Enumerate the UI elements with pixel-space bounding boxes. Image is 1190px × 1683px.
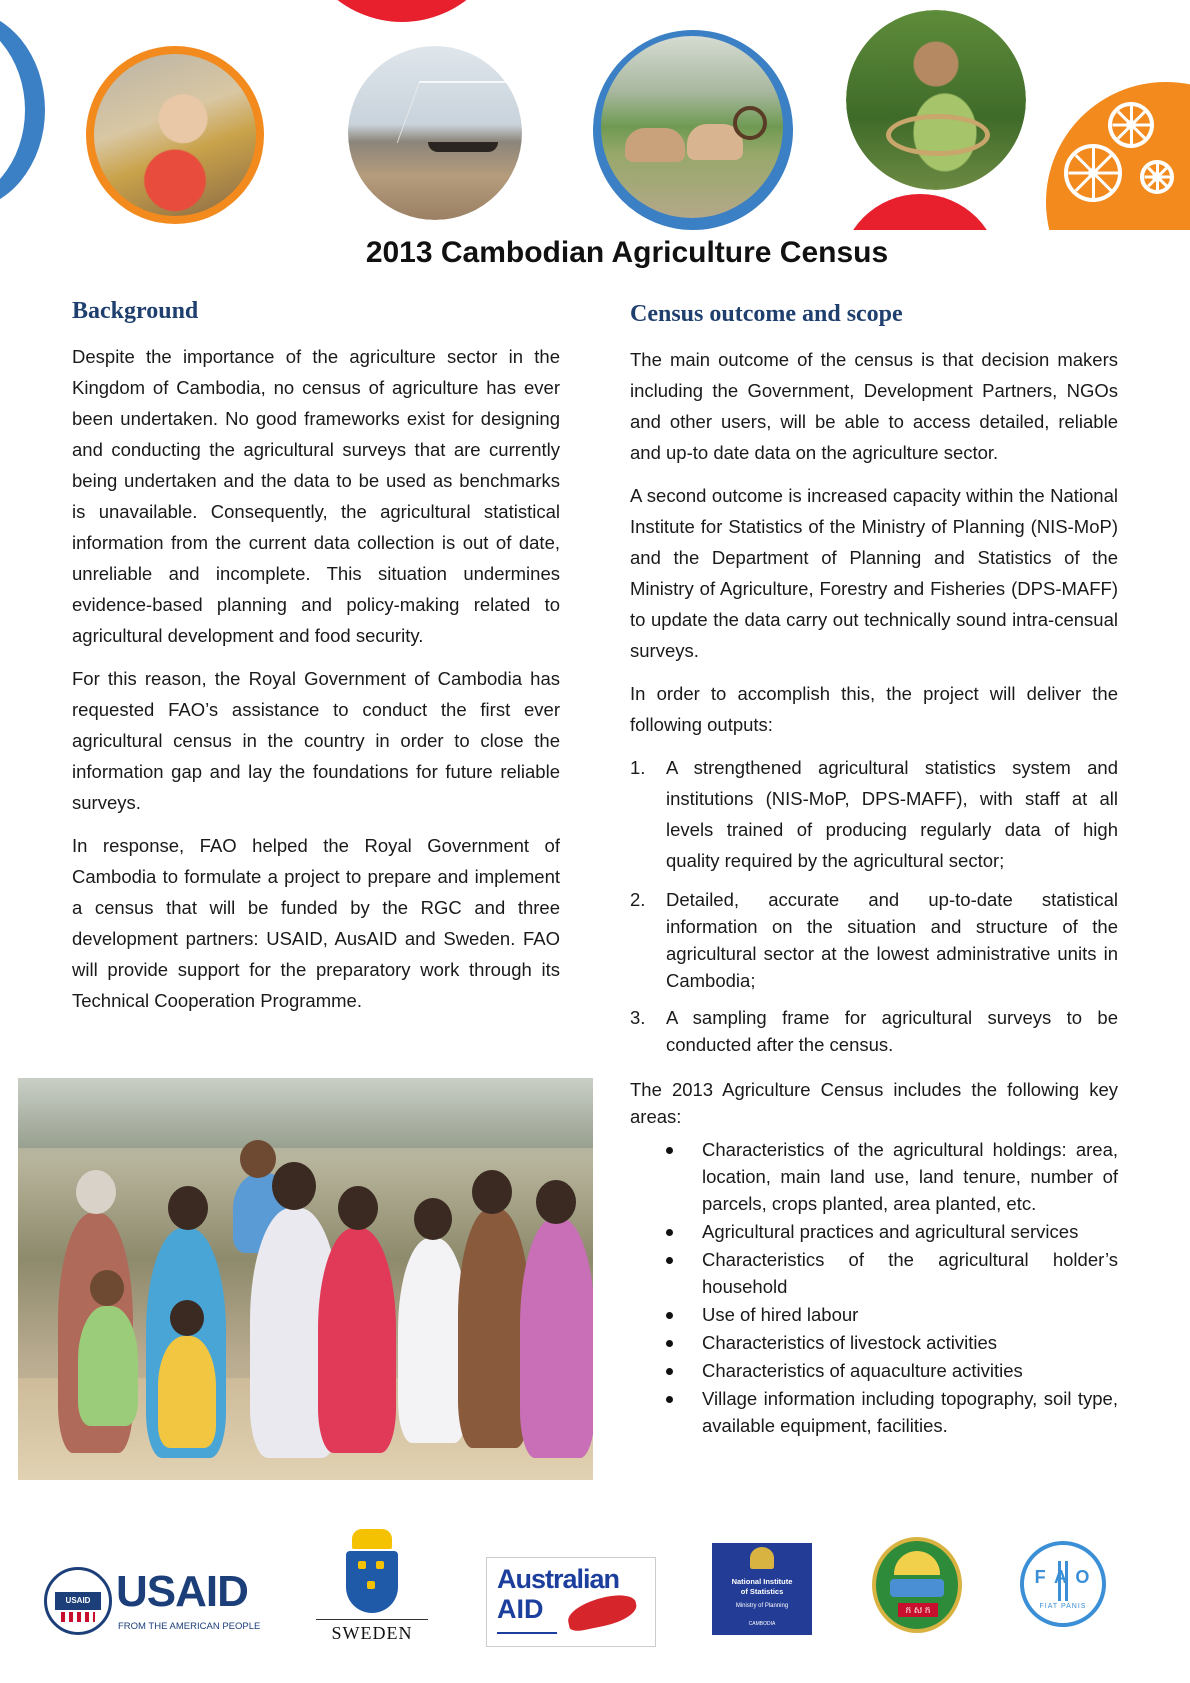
bullet-icon [666,1312,673,1319]
list-item-text: Characteristics of livestock activities [702,1332,998,1353]
scope-paragraph: The main outcome of the census is that decision makers including the Government, Development Partners, NGOs and other users, will be able to access detailed, reliable and up-to date data on the agriculture sector. [630,349,1118,463]
ausaid-wordmark-line1: Australian [497,1564,620,1594]
list-item [630,752,1118,876]
fao-motto: FIAT PANIS [1039,1603,1087,1610]
wheel-icon [1108,102,1154,148]
wheel-icon [1140,160,1174,194]
key-areas-intro: The 2013 Agriculture Census includes the following key areas: [630,1079,1118,1127]
shield-icon [346,1551,398,1613]
list-number: 1. [630,757,646,778]
background-heading: Background [72,298,199,324]
list-item-text: Detailed, accurate and up-to-date statistical information on the situation and structure of the agricultural sector at the lowest administrative units in Cambodia; [666,889,1118,991]
bullet-icon [666,1229,673,1236]
list-item [666,1246,1118,1300]
sweden-logo [316,1527,428,1647]
fao-letters: F A O [1034,1567,1092,1587]
usaid-seal-text: USAID [55,1592,101,1610]
list-item-text: Characteristics of the agricultural holdings: area, location, main land use, land tenure, number of parcels, crops planted, area planted, etc. [702,1139,1118,1214]
nis-country: CAMBODIA [748,1621,776,1627]
maff-label: ក ស ក [898,1603,938,1617]
usaid-wordmark: USAID [116,1567,248,1616]
ausaid-logo [486,1557,656,1647]
sweden-wordmark: SWEDEN [331,1623,413,1643]
bullet-icon [666,1257,673,1264]
decorative-orange-disc [1046,82,1190,230]
maff-logo [872,1537,962,1633]
scope-paragraph: A second outcome is increased capacity within the National Institute for Statistics of the Ministry of Planning (NIS-MoP) and the Department of Planning and Statistics of the Ministry of Agriculture, Forestry and Fisheries (DPS-MAFF) to update the data carry out technically sound intra-censual surveys. [630,485,1118,661]
list-item-text: Use of hired labour [702,1304,859,1325]
nis-name-line1: National Institute [731,1577,793,1586]
family-photo [18,1078,593,1480]
list-item-text: Agricultural practices and agricultural services [702,1221,1079,1242]
list-item-text: A sampling frame for agricultural surveys to be conducted after the census. [666,1007,1118,1055]
list-item [666,1301,1118,1328]
wheel-icon [1064,144,1122,202]
ausaid-wordmark-line2: AID [497,1594,544,1624]
bullet-icon [666,1147,673,1154]
list-item [666,1329,1118,1356]
document-title: 2013 Cambodian Agriculture Census [365,236,889,269]
bullet-icon [666,1340,673,1347]
list-item [630,1004,1118,1058]
crown-icon [352,1529,392,1549]
scope-paragraph: In order to accomplish this, the project will deliver the following outputs: [630,683,1118,735]
partner-logos [0,1525,1190,1675]
nis-logo [712,1543,812,1635]
decorative-red-arc [292,0,512,22]
header-photo-ox-cart [593,30,793,230]
list-item-text: Characteristics of the agricultural holder’s household [702,1249,1118,1297]
background-paragraph: For this reason, the Royal Government of Cambodia has requested FAO’s assistance to conduct the first ever agricultural census in the country in order to close the information gap and lay the foundations for future reliable surveys. [72,668,560,813]
header-photo-fisherman [348,46,522,220]
bullet-icon [666,1396,673,1403]
list-item [666,1357,1118,1384]
scope-column [630,301,1118,1440]
list-item-text: Village information including topography, soil type, available equipment, facilities. [702,1388,1118,1436]
header-photo-child [86,46,264,224]
list-item [666,1385,1118,1439]
header-photo-farmer-woman [846,10,1026,190]
list-item-text: Characteristics of aquaculture activities [702,1360,1023,1381]
kangaroo-icon [565,1591,639,1633]
list-item [666,1136,1118,1217]
usaid-logo [44,1567,264,1647]
usaid-seal-icon [44,1567,112,1635]
list-number: 2. [630,889,646,910]
emblem-icon [750,1547,774,1569]
list-item [666,1218,1118,1245]
header-banner [0,0,1190,230]
usaid-tagline: FROM THE AMERICAN PEOPLE [118,1621,261,1632]
decorative-red-arc-bottom [840,194,1000,230]
background-paragraph: Despite the importance of the agriculture sector in the Kingdom of Cambodia, no census of agriculture has ever been undertaken. No good frameworks exist for designing and conducting the agricultural surveys that are currently being undertaken and the data to be used as benchmarks is unavailable. Consequently, the agricultural statistical information from the current data collection is out of date, unreliable and incomplete. This situation undermines evidence-based planning and policy-making related to agricultural development and food security. [72,346,560,646]
background-column [72,298,560,1028]
fao-logo [1020,1541,1106,1627]
list-item [630,886,1118,994]
sun-icon [894,1551,940,1575]
bullet-icon [666,1368,673,1375]
list-number: 3. [630,1007,646,1028]
nis-ministry: Ministry of Planning [735,1603,789,1609]
wheat-icon [1058,1561,1068,1601]
outputs-list [630,752,1118,1058]
nis-name-line2: of Statistics [740,1587,784,1596]
scope-heading: Census outcome and scope [630,301,903,327]
key-areas-list [666,1136,1118,1439]
background-paragraph: In response, FAO helped the Royal Government of Cambodia to formulate a project to prepare and implement a census that will be funded by the RGC and three development partners: USAID, AusAID and Sweden. FAO will provide support for the preparatory work through its Technical Cooperation Programme. [72,835,560,1011]
list-item-text: A strengthened agricultural statistics system and institutions (NIS-MoP, DPS-MAFF), with staff at all levels trained of producing regularly data of high quality required by the agricultural sector; [666,757,1118,871]
